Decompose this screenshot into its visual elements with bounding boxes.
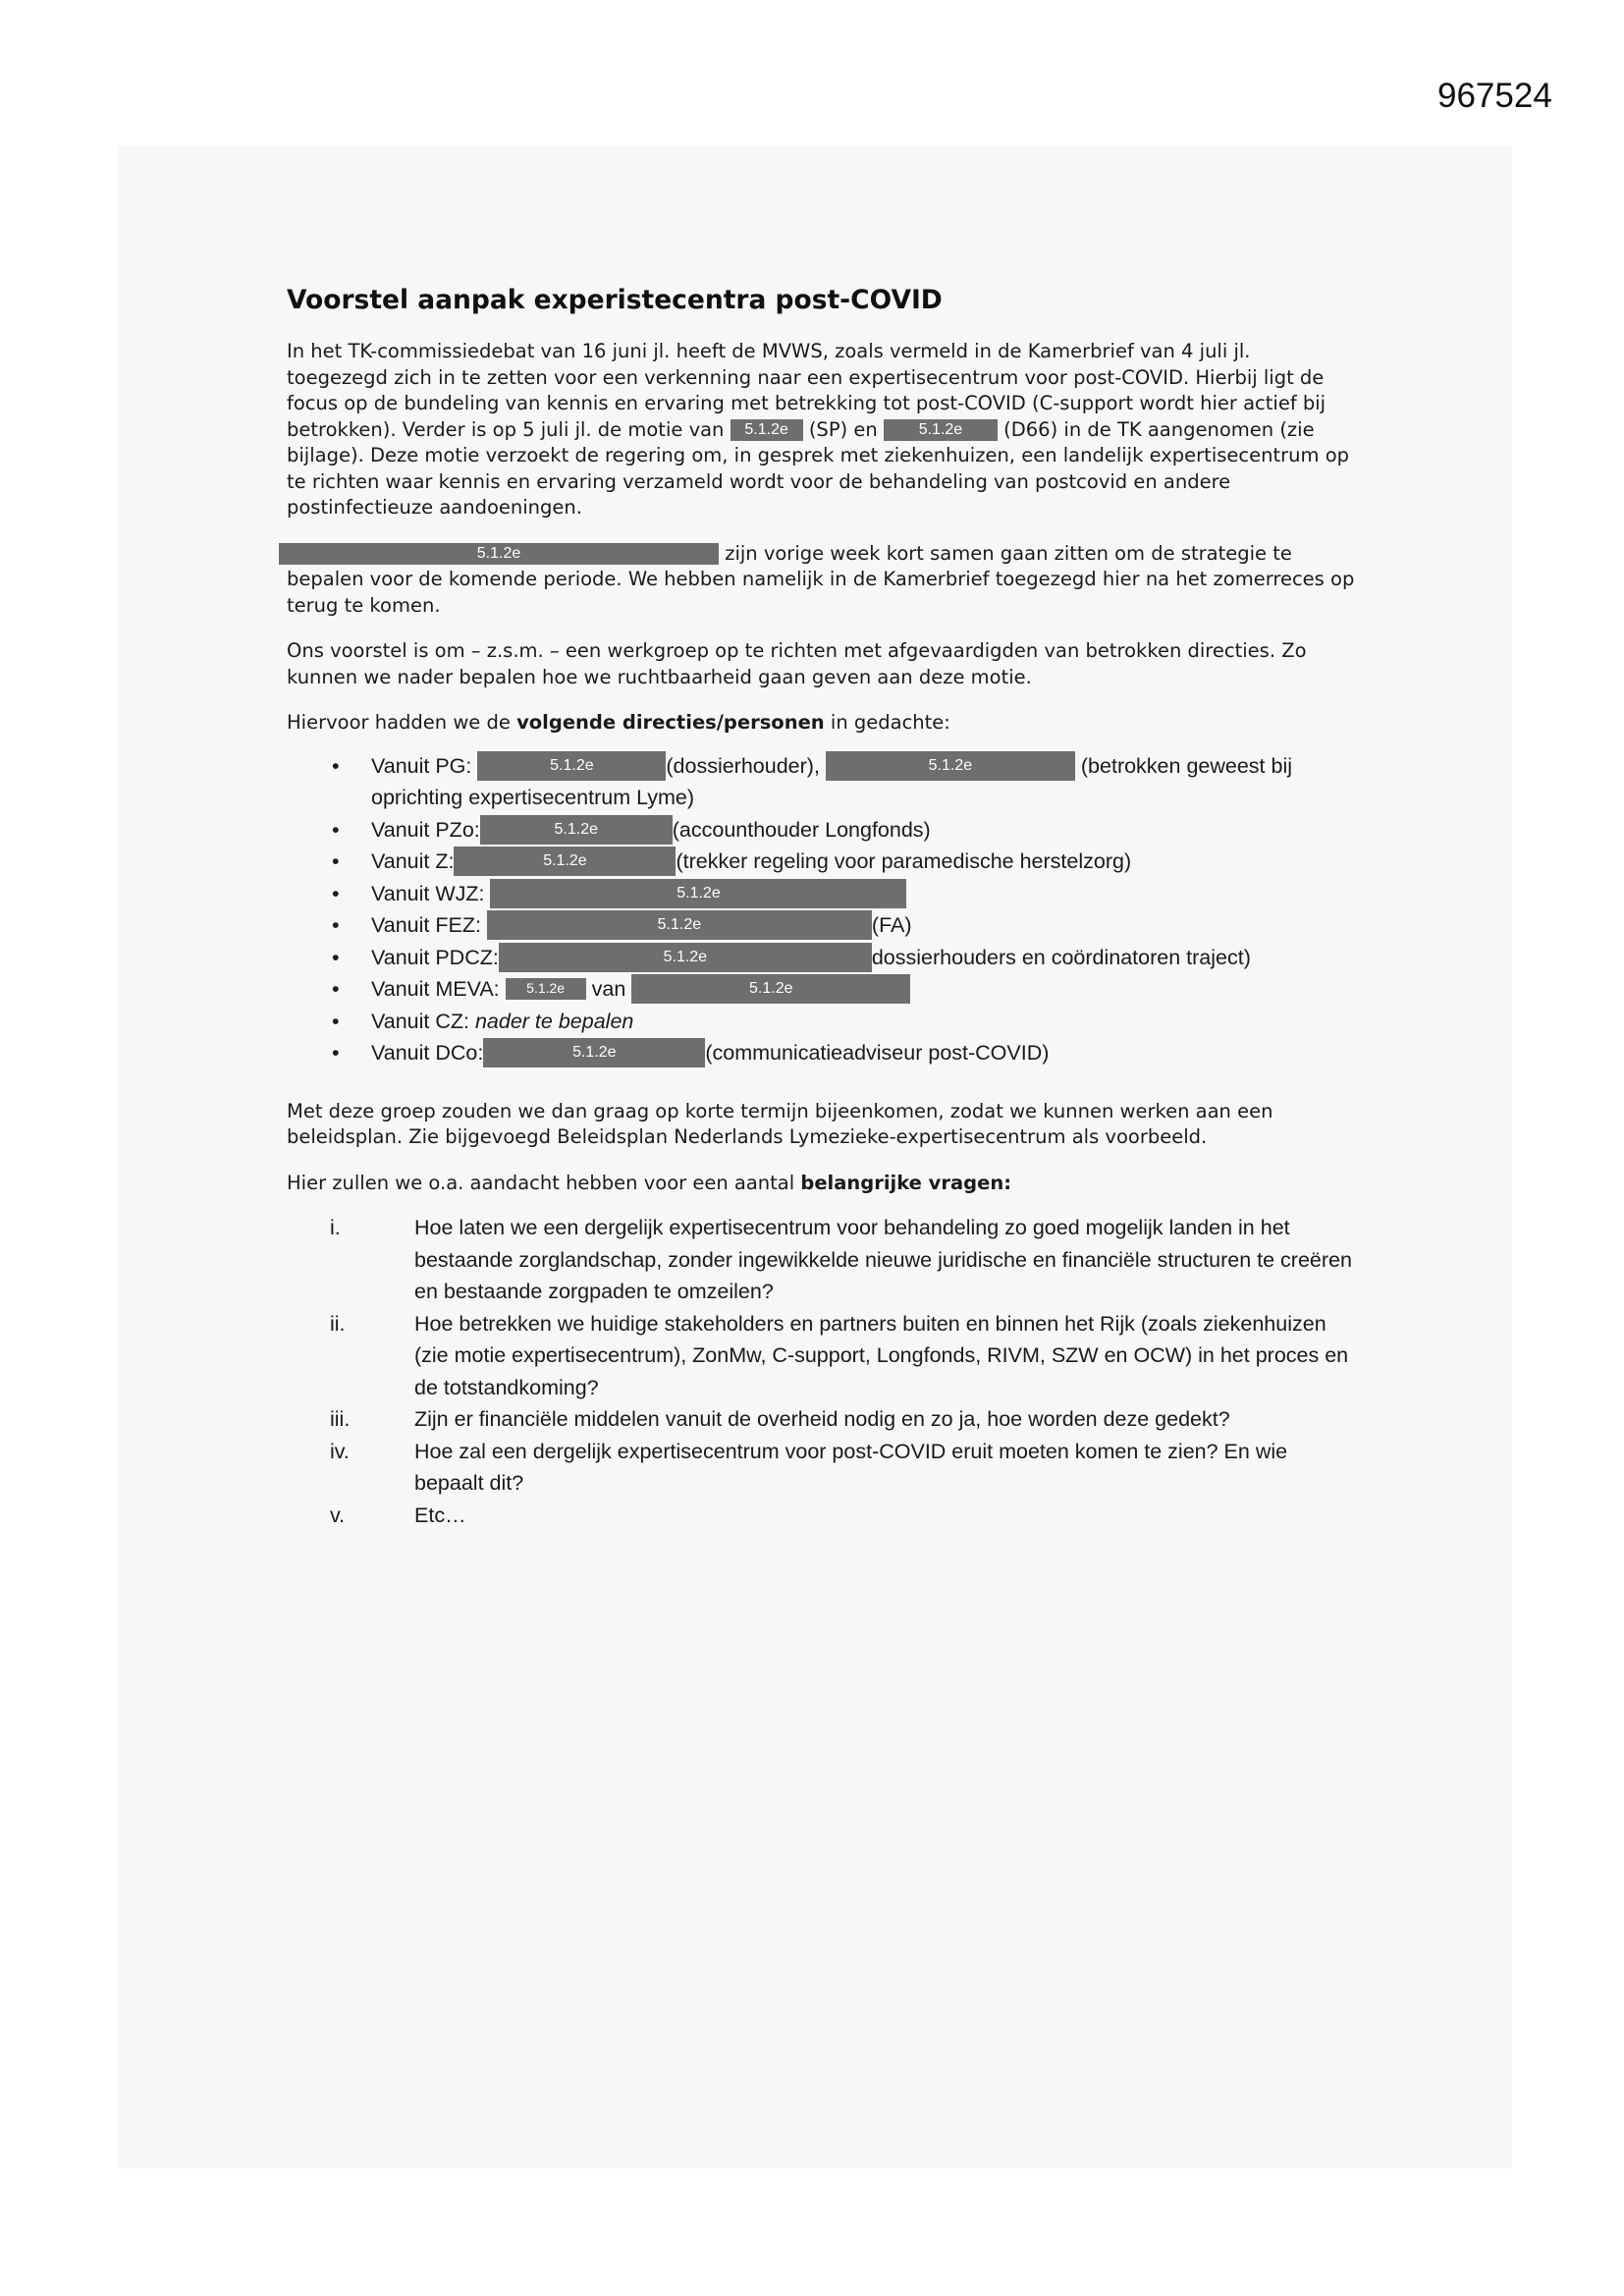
directie-role: (trekker regeling voor paramedische herstelzorg): [676, 849, 1132, 873]
paragraph-beleidsplan: Met deze groep zouden we dan graag op korte termijn bijeenkomen, zodat we kunnen werken aan een beleidsplan. Zie bijgevoegd Beleidsplan Nederlands Lymezieke-expertisecentrum als voorbeeld.: [287, 1099, 1273, 1148]
list-item: [287, 1212, 1357, 1308]
vraag-text: Hoe laten we een dergelijk expertisecentrum voor behandeling zo goed mogelijk landen in het bestaande zorglandschap, zonder ingewikkelde nieuwe juridische en financiële structuren te creëren en bestaande zorgpaden te omzeilen?: [414, 1216, 1352, 1303]
list-number: iii.: [330, 1407, 351, 1431]
list-item: [287, 973, 1357, 1006]
intro-text-a: In het TK-commissiedebat van 16 juni jl. heeft de MVWS, zoals vermeld in de Kamerbrief van 4 juli jl. toegezegd zich in te zetten voor een verkenning naar een expertisecentrum voor post-COVID. Hierbij ligt de focus op de bundeling van kennis en ervaring met betrekking tot post-COVID (C-support wordt hier actief bij betrokken). Verder is op 5 juli jl. de motie van: [287, 340, 1326, 441]
paragraph-directies-intro: [287, 710, 1357, 737]
paragraph-proposal: Ons voorstel is om – z.s.m. – een werkgroep op te richten met afgevaardigden van betrokken directies. Zo kunnen we nader bepalen hoe we ruchtbaarheid gaan geven aan deze motie.: [287, 639, 1307, 688]
bullet-icon: •: [332, 753, 340, 778]
bullet-icon: •: [332, 1041, 340, 1065]
directie-role: (FA): [871, 913, 912, 937]
directie-label: Vanuit Z:: [371, 849, 455, 873]
list-item: [287, 1308, 1357, 1404]
redaction-block: 5.1.2e: [826, 751, 1075, 781]
directie-role: (accounthouder Longfonds): [672, 817, 931, 842]
bullet-icon: •: [332, 1009, 340, 1033]
redaction-block: 5.1.2e: [483, 1038, 705, 1067]
paragraph-vragen-intro: [287, 1171, 1357, 1197]
list-item: [287, 909, 1357, 942]
list-item: [287, 942, 1357, 974]
directies-intro-pre: Hiervoor hadden we de: [287, 711, 517, 734]
redaction-block: 5.1.2e: [480, 815, 673, 845]
list-item: [287, 846, 1357, 878]
strategy-text: zijn vorige week kort samen gaan zitten om de strategie te bepalen voor de komende periode. We hebben namelijk in de Kamerbrief toegezegd hier na het zomerreces op terug te komen.: [287, 541, 1355, 617]
redaction-block: 5.1.2e: [490, 879, 906, 908]
list-item: [287, 1037, 1357, 1069]
redaction-block: 5.1.2e: [487, 910, 872, 940]
bullet-icon: •: [332, 945, 340, 969]
directies-intro-post: in gedachte:: [824, 711, 950, 734]
redaction-block: 5.1.2e: [454, 847, 676, 876]
vraag-text: Hoe zal een dergelijk expertisecentrum voor post-COVID eruit moeten komen te zien? En wie bepaalt dit?: [414, 1439, 1288, 1495]
list-item: [287, 1436, 1357, 1500]
directie-label: Vanuit PDCZ:: [371, 945, 499, 969]
document-body: [287, 285, 1357, 1531]
directie-extra: (betrokken geweest bij oprichting expertisecentrum Lyme): [371, 753, 1293, 809]
vragen-intro-bold: belangrijke vragen:: [800, 1171, 1012, 1194]
bullet-icon: •: [332, 817, 340, 842]
vraag-text: Hoe betrekken we huidige stakeholders en partners buiten en binnen het Rijk (zoals ziekenhuizen (zie motie expertisecentrum), ZonMw, C-support, Longfonds, RIVM, SZW en OCW) in het proces en de totstandkoming?: [414, 1311, 1349, 1399]
directies-intro-bold: volgende directies/personen: [516, 711, 825, 734]
document-title: Voorstel aanpak experistecentra post-COVID: [287, 285, 943, 315]
list-number: i.: [330, 1216, 341, 1239]
bullet-icon: •: [332, 913, 340, 937]
redaction-block: 5.1.2e: [477, 751, 666, 781]
redaction-block: 5.1.2e: [884, 419, 998, 441]
directie-label: Vanuit WJZ:: [371, 881, 485, 905]
redaction-block: 5.1.2e: [631, 974, 910, 1004]
bullet-icon: •: [332, 849, 340, 873]
list-number: ii.: [330, 1311, 346, 1336]
directie-role: (communicatieadviseur post-COVID): [705, 1041, 1050, 1065]
directie-label: Vanuit MEVA:: [371, 977, 500, 1001]
directie-label: Vanuit DCo:: [371, 1041, 484, 1065]
list-number: iv.: [330, 1439, 350, 1463]
vragen-list: [287, 1212, 1357, 1531]
redaction-block: 5.1.2e: [499, 943, 872, 972]
list-item: [287, 1006, 1357, 1038]
list-number: v.: [330, 1503, 346, 1527]
list-item: [287, 878, 1357, 910]
vragen-intro-pre: Hier zullen we o.a. aandacht hebben voor een aantal: [287, 1171, 801, 1194]
vraag-text: Zijn er financiële middelen vanuit de overheid nodig en zo ja, hoe worden deze gedekt?: [414, 1407, 1230, 1431]
bullet-icon: •: [332, 881, 340, 905]
directies-list: [287, 750, 1357, 1069]
directie-label: Vanuit FEZ:: [371, 913, 481, 937]
intro-text-b: (SP) en: [808, 417, 878, 441]
list-item: [287, 1500, 1357, 1532]
directie-label: Vanuit PG:: [371, 753, 472, 778]
directie-label: Vanuit CZ:: [371, 1009, 469, 1033]
directie-role: dossierhouders en coördinatoren traject): [871, 945, 1251, 969]
paragraph-strategy: [287, 541, 1357, 620]
paragraph-intro: [287, 339, 1357, 521]
list-item: [287, 750, 1357, 814]
list-item: [287, 1403, 1357, 1436]
redaction-block: 5.1.2e: [506, 978, 586, 1000]
directie-label: Vanuit PZo:: [371, 817, 480, 842]
directie-role: (dossierhouder),: [666, 753, 820, 778]
redaction-block: 5.1.2e: [279, 543, 719, 565]
bullet-icon: •: [332, 977, 340, 1001]
intro-text-c: (D66) in de TK aangenomen (zie bijlage). Deze motie verzoekt de regering om, in gesprek met ziekenhuizen, een landelijk expertisecentrum op te richten waar kennis en ervaring verzameld wordt voor de behandeling van postcovid en andere postinfectieuze aandoeningen.: [287, 417, 1350, 519]
directie-mid: van: [591, 977, 626, 1001]
redaction-block: 5.1.2e: [731, 419, 803, 441]
vraag-text: Etc…: [414, 1503, 466, 1527]
list-item: [287, 814, 1357, 847]
document-number: 967524: [1437, 77, 1552, 115]
directie-role: nader te bepalen: [474, 1009, 634, 1033]
